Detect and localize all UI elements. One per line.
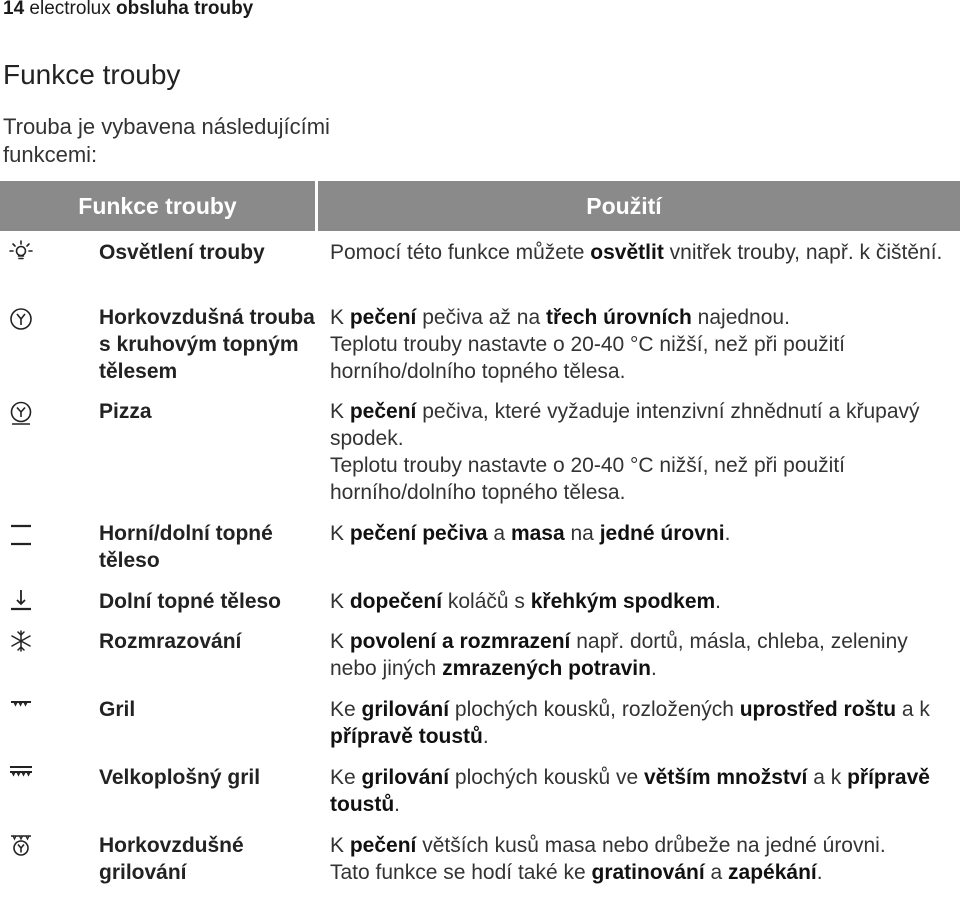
brand-name: electrolux <box>29 0 111 19</box>
table-row <box>0 512 960 580</box>
fan-circle-icon <box>8 306 34 332</box>
table-row <box>0 620 960 688</box>
pizza-fan-icon <box>8 400 34 426</box>
intro-text: Trouba je vybavena následujícími funkcemi: <box>3 114 330 167</box>
column-header-usage: Použití <box>318 181 960 231</box>
functions-table <box>0 231 960 894</box>
page-header <box>3 0 253 21</box>
table-row <box>0 390 960 512</box>
page-title: Funkce trouby <box>3 59 181 90</box>
table-row <box>0 231 960 296</box>
function-name: Osvětlení trouby <box>99 241 265 264</box>
function-desc: Pomocí této funkce můžete osvětlit vnitřek trouby, např. k čištění. <box>330 241 943 264</box>
section-name: obsluha trouby <box>116 0 254 19</box>
table-row <box>0 688 960 756</box>
defrost-icon <box>8 628 34 654</box>
function-name: Velkoplošný gril <box>99 766 261 789</box>
large-grill-icon <box>8 764 34 790</box>
table-row <box>0 580 960 620</box>
function-desc: K pečení pečiva a masa na jedné úrovni. <box>330 522 731 545</box>
fan-grill-icon <box>8 832 34 858</box>
function-name: Dolní topné těleso <box>99 590 282 613</box>
page-number: 14 <box>3 0 25 19</box>
function-desc: K pečení pečiva až na třech úrovních najednou. Teplotu trouby nastavte o 20-40 °C nižší, než při použití horního/dolního topného tělesa. <box>330 306 846 383</box>
table-header <box>0 181 960 231</box>
table-row <box>0 756 960 824</box>
function-desc: K dopečení koláčů s křehkým spodkem. <box>330 590 722 613</box>
lightbulb-icon <box>8 239 34 265</box>
function-desc: Ke grilování plochých kousků ve větším množství a k přípravě toustů. <box>330 766 930 816</box>
function-desc: K pečení pečiva, které vyžaduje intenzivní zhnědnutí a křupavý spodek. Teplotu trouby nastavte o 20-40 °C nižší, než při použití horního/dolního topného tělesa. <box>330 400 920 504</box>
function-name: Horní/dolní topné těleso <box>99 522 273 572</box>
function-name: Rozmrazování <box>99 630 242 653</box>
table-row <box>0 296 960 390</box>
column-header-function: Funkce trouby <box>0 181 318 231</box>
bottom-heat-icon <box>8 587 34 613</box>
function-name: Pizza <box>99 400 152 423</box>
function-name: Horkovzdušná trouba s kruhovým topným tělesem <box>99 306 315 383</box>
top-bottom-heat-icon <box>8 522 34 548</box>
function-desc: K povolení a rozmrazení např. dortů, másla, chleba, zeleniny nebo jiných zmrazených potravin. <box>330 630 908 680</box>
table-row <box>0 824 960 894</box>
function-name: Gril <box>99 698 136 721</box>
function-desc: Ke grilování plochých kousků, rozložených uprostřed roštu a k přípravě toustů. <box>330 698 930 748</box>
grill-icon <box>8 696 34 722</box>
function-name: Horkovzdušné grilování <box>99 834 244 884</box>
function-desc: K pečení větších kusů masa nebo drůbeže na jedné úrovni. Tato funkce se hodí také ke gratinování a zapékání. <box>330 834 886 884</box>
